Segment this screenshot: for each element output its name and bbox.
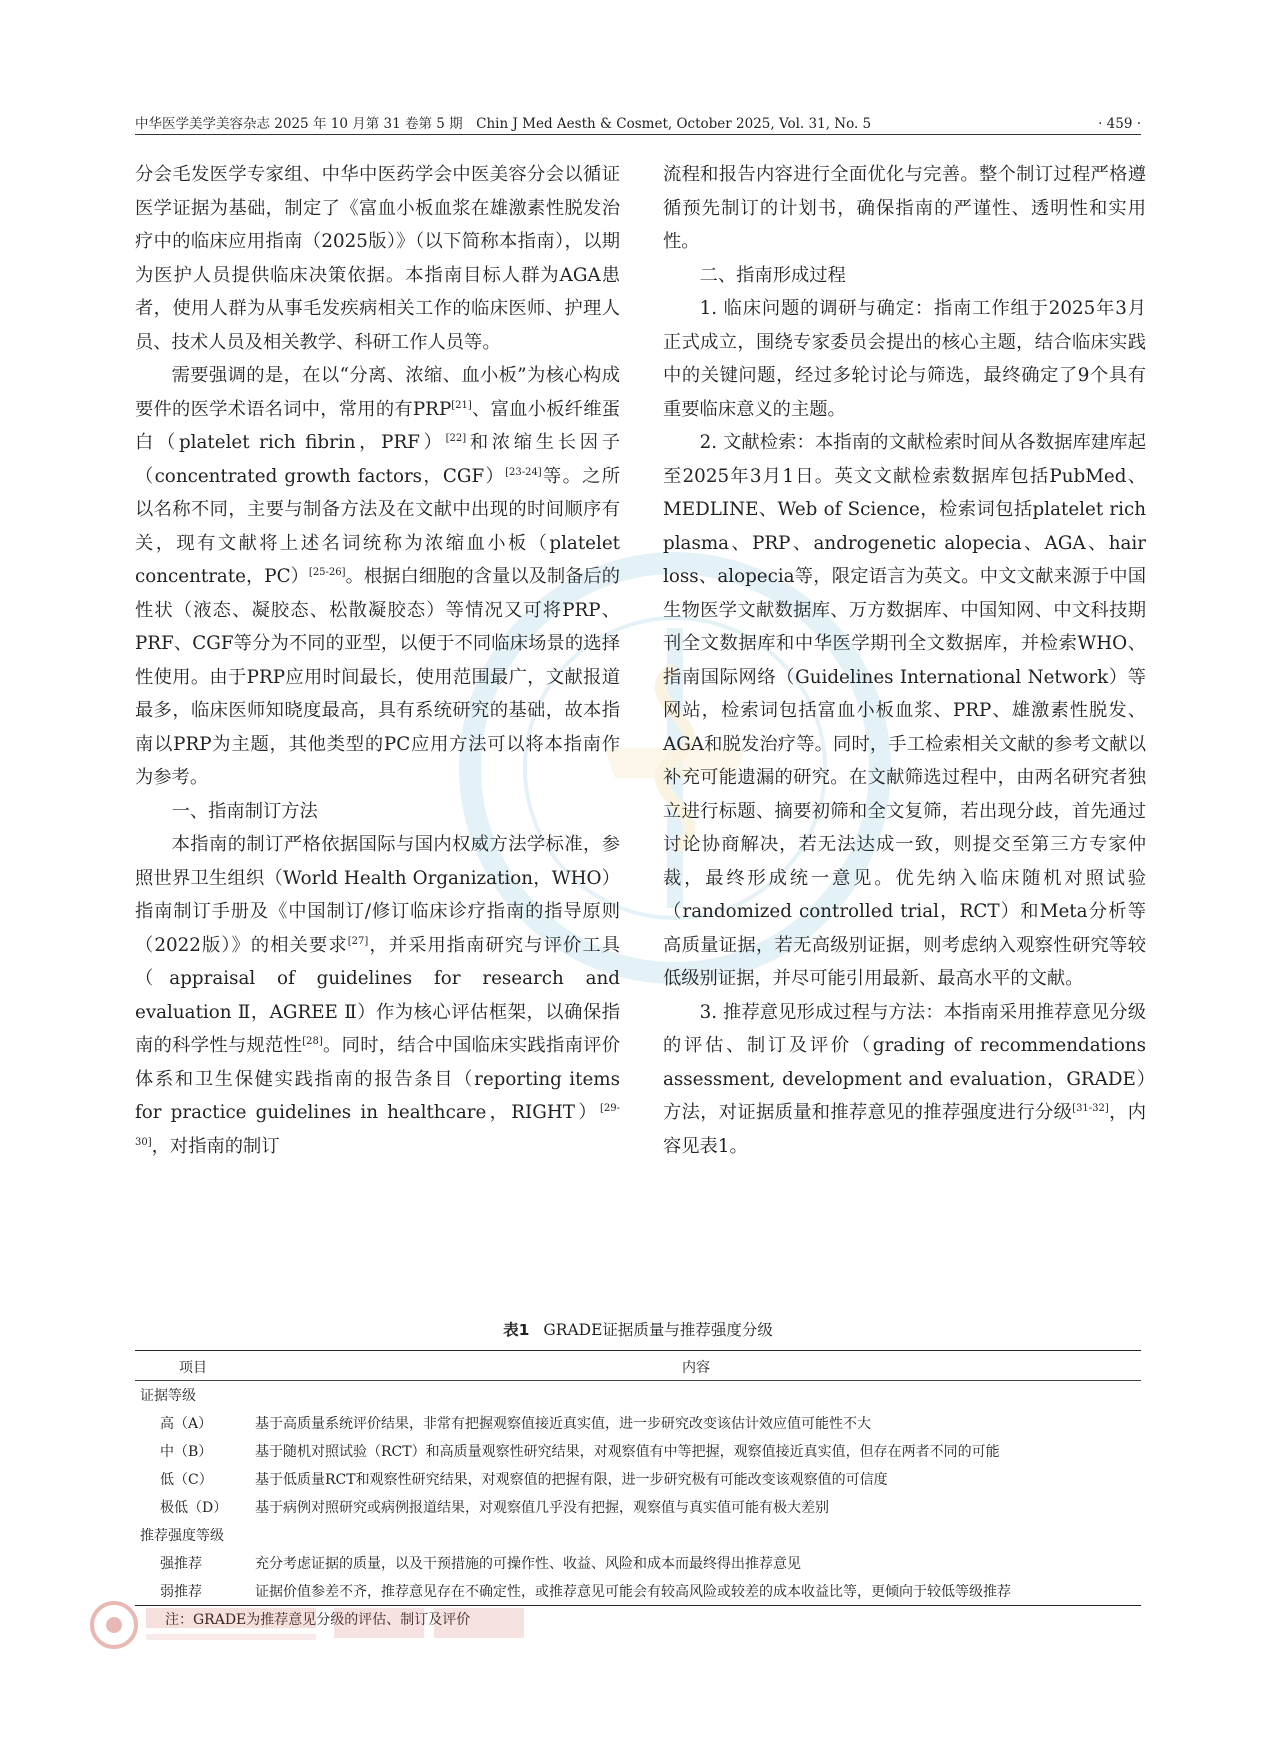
row-content: 基于低质量RCT和观察性研究结果，对观察值的把握有限，进一步研究极有可能改变该观察值的可信度 bbox=[255, 1472, 888, 1488]
paragraph bbox=[135, 828, 620, 1163]
paragraph bbox=[135, 359, 620, 795]
row-item: 强推荐 bbox=[160, 1556, 202, 1572]
table-group-row bbox=[135, 1381, 1141, 1410]
row-item: 中（B） bbox=[160, 1444, 213, 1460]
text: 3. 推荐意见形成过程与方法：本指南采用推荐意见分级的评估、制订及评价（grading of recommendations assessment, development and evaluation，GRADE）方法，对证据质量和推荐意见的推荐强度进行分级 bbox=[663, 1001, 1146, 1123]
table-group-row bbox=[135, 1521, 1141, 1549]
paragraph bbox=[663, 996, 1146, 1164]
text: ，内容见表1。 bbox=[663, 1102, 1147, 1157]
row-item: 极低（D） bbox=[160, 1500, 228, 1516]
citation: [23-24] bbox=[505, 466, 542, 478]
page-number: · 459 · bbox=[1098, 116, 1141, 132]
text: 。同时，结合中国临床实践指南评价体系和卫生保健实践指南的报告条目（reporting items for practice guidelines in healthcare，RIGHT） bbox=[135, 1035, 621, 1123]
text: 需要强调的是，在以“分离、浓缩、血小板”为核心构成要件的医学术语名词中，常用的有PRP bbox=[135, 365, 620, 420]
citation: [28] bbox=[302, 1035, 323, 1047]
text: 和浓缩生长因子（concentrated growth factors，CGF） bbox=[135, 432, 621, 487]
citation: [22] bbox=[445, 432, 467, 444]
row-content: 证据价值参差不齐，推荐意见存在不确定性，或推荐意见可能会有较高风险或较差的成本收益比等，更倾向于较低等级推荐 bbox=[251, 1577, 1141, 1606]
citation: [21] bbox=[451, 399, 472, 411]
text: 等。之所以名称不同，主要与制备方法及在文献中出现的时间顺序有关，现有文献将上述名词统称为浓缩血小板（platelet concentrate，PC） bbox=[135, 465, 621, 587]
citation: [31-32] bbox=[1072, 1102, 1109, 1114]
text: 、富血小板纤维蛋白（platelet rich fibrin，PRF） bbox=[135, 398, 621, 453]
row-item: 高（A） bbox=[160, 1416, 213, 1432]
row-content: 充分考虑证据的质量，以及干预措施的可操作性、收益、风险和成本而最终得出推荐意见 bbox=[255, 1556, 801, 1572]
column-header-item: 项目 bbox=[135, 1351, 251, 1381]
paragraph: 流程和报告内容进行全面优化与完善。整个制订过程严格遵循预先制订的计划书，确保指南的严谨性、透明性和实用性。 bbox=[663, 164, 1146, 252]
table-row bbox=[135, 1577, 1141, 1606]
table-row bbox=[135, 1465, 1141, 1493]
table-row bbox=[135, 1549, 1141, 1577]
row-content: 基于高质量系统评价结果，非常有把握观察值接近真实值，进一步研究改变该估计效应值可能性不大 bbox=[255, 1416, 871, 1432]
left-column bbox=[135, 158, 620, 1163]
text: ，对指南的制订 bbox=[151, 1135, 280, 1157]
grade-table bbox=[135, 1350, 1141, 1606]
row-item: 低（C） bbox=[160, 1472, 213, 1488]
table-note: 注：GRADE为推荐意见分级的评估、制订及评价 bbox=[165, 1612, 471, 1628]
row-content: 基于病例对照研究或病例报道结果，对观察值几乎没有把握，观察值与真实值可能有极大差别 bbox=[255, 1500, 829, 1516]
table-label: 表1 bbox=[503, 1321, 530, 1339]
citation: [29-30] bbox=[135, 1102, 620, 1148]
group-label: 证据等级 bbox=[140, 1388, 196, 1404]
table-title: GRADE证据质量与推荐强度分级 bbox=[543, 1321, 773, 1339]
group-label: 推荐强度等级 bbox=[140, 1528, 224, 1544]
row-content: 基于随机对照试验（RCT）和高质量观察性研究结果，对观察值有中等把握，观察值接近真实值，但存在两者不同的可能 bbox=[255, 1444, 1000, 1460]
table-row bbox=[135, 1437, 1141, 1465]
table-row bbox=[135, 1493, 1141, 1521]
citation: [27] bbox=[347, 935, 369, 947]
text: 本指南的制订严格依据国际与国内权威方法学标准，参照世界卫生组织（World Health Organization，WHO）指南制订手册及《中国制订/修订临床诊疗指南的指导原则（2022版）》的相关要求 bbox=[135, 834, 620, 956]
row-item: 弱推荐 bbox=[135, 1577, 251, 1606]
right-column bbox=[663, 158, 1146, 1163]
paragraph: 2. 文献检索：本指南的文献检索时间从各数据库建库起至2025年3月1日。英文文献检索数据库包括PubMed、MEDLINE、Web of Science，检索词包括platelet rich plasma、PRP、androgenetic alopecia、AGA、hair loss、alopecia等，限定语言为英文。中文文献来源于中国生物医学文献数据库、万方数据库、中国知网、中文科技期刊全文数据库和中华医学期刊全文数据库，并检索WHO、指南国际网络（Guidelines International Network）等网站，检索词包括富血小板血浆、PRP、雄激素性脱发、AGA和脱发治疗等。同时，手工检索相关文献的参考文献以补充可能遗漏的研究。在文献筛选过程中，由两名研究者独立进行标题、摘要初筛和全文复筛，若出现分歧，首先通过讨论协商解决，若无法达成一致，则提交至第三方专家仲裁，最终形成统一意见。优先纳入临床随机对照试验（randomized controlled trial，RCT）和Meta分析等高质量证据，若无高级别证据，则考虑纳入观察性研究等较低级别证据，并尽可能引用最新、最高水平的文献。 bbox=[663, 432, 1146, 989]
table-caption bbox=[135, 1318, 1141, 1340]
text: 。根据白细胞的含量以及制备后的性状（液态、凝胶态、松散凝胶态）等情况又可将PRP、PRF、CGF等分为不同的亚型，以便于不同临床场景的选择性使用。由于PRP应用时间最长，使用范围最广，文献报道最多，临床医师知晓度最高，具有系统研究的基础，故本指南以PRP为主题，其他类型的PC应用方法可以将本指南作为参考。 bbox=[135, 566, 621, 788]
section-heading: 二、指南形成过程 bbox=[699, 264, 846, 286]
running-header bbox=[135, 104, 1141, 135]
journal-info: 中华医学美学美容杂志 2025 年 10 月第 31 卷第 5 期 Chin J Med Aesth & Cosmet, October 2025, Vol. 31, No. 5 bbox=[135, 116, 872, 132]
column-header-content: 内容 bbox=[251, 1351, 1141, 1381]
paragraph: 1. 临床问题的调研与确定：指南工作组于2025年3月正式成立，围绕专家委员会提出的核心主题，结合临床实践中的关键问题，经过多轮讨论与筛选，最终确定了9个具有重要临床意义的主题。 bbox=[663, 298, 1146, 420]
text: ，并采用指南研究与评价工具（appraisal of guidelines for research and evaluation Ⅱ，AGREE Ⅱ）作为核心评估框架，以确保指南的科学性与规范性 bbox=[135, 934, 620, 1056]
table-row bbox=[135, 1409, 1141, 1437]
citation: [25-26] bbox=[308, 566, 346, 578]
paragraph: 分会毛发医学专家组、中华中医药学会中医美容分会以循证医学证据为基础，制定了《富血小板血浆在雄激素性脱发治疗中的临床应用指南（2025版）》（以下简称本指南），以期为医护人员提供临床决策依据。本指南目标人群为AGA患者，使用人群为从事毛发疾病相关工作的临床医师、护理人员、技术人员及相关教学、科研工作人员等。 bbox=[135, 164, 620, 353]
section-heading: 一、指南制订方法 bbox=[171, 800, 318, 822]
table-header-row bbox=[135, 1351, 1141, 1381]
